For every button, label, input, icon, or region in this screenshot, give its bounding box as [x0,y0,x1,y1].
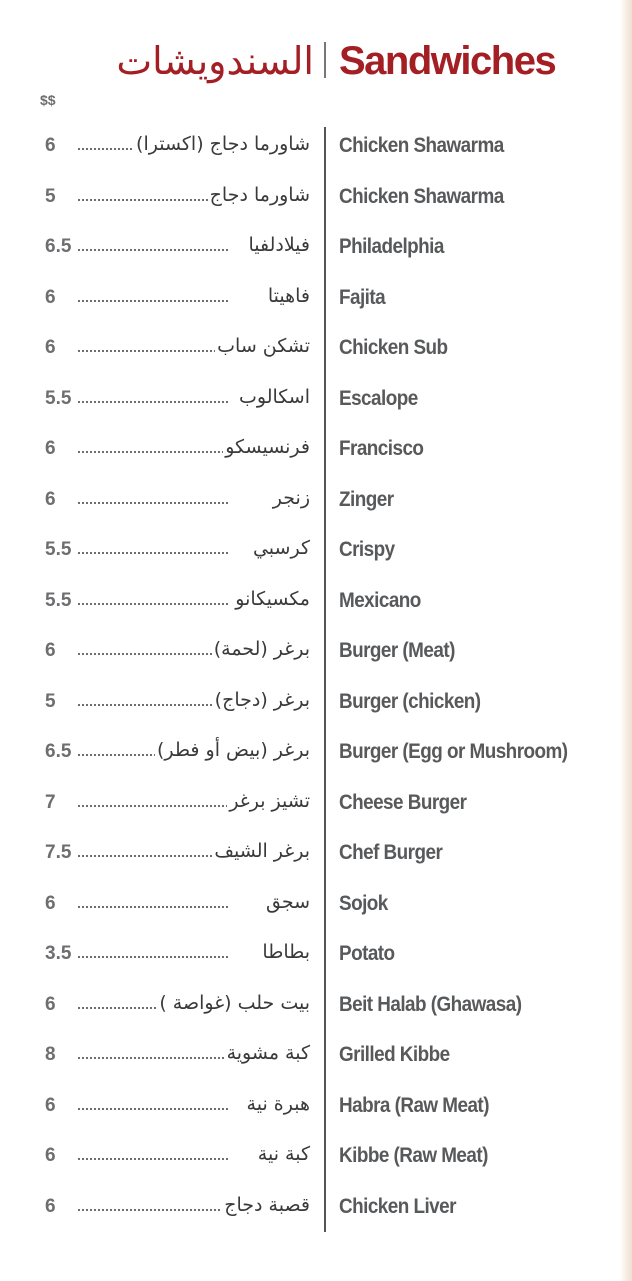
item-price: 5 [45,185,56,207]
menu-item [0,377,632,428]
item-name-english: Francisco [339,437,424,460]
dot-leader [78,1057,228,1059]
item-price: 5.5 [45,589,72,611]
menu-item [0,326,632,377]
item-name-english: Chicken Sub [339,336,448,359]
item-name-arabic: فيلادلفيا [248,234,310,256]
item-price: 6.5 [45,741,72,762]
item-price: 5.5 [45,387,72,409]
item-name-arabic: كرسبي [252,537,310,559]
menu-item [0,983,632,1034]
item-price: 6 [45,1145,56,1166]
item-name-english: Chef Burger [339,841,443,864]
item-name-arabic: فرنسيسكو [225,436,310,458]
item-name-arabic: بيت حلب (غواصة ) [159,991,310,1014]
item-name-arabic: مكسيكانو [235,587,310,610]
menu-item [0,730,632,781]
menu-item [0,1134,632,1185]
dot-leader [78,1209,228,1211]
item-name-arabic: شاورما دجاج [209,183,310,206]
item-price: 6.5 [45,236,72,257]
menu-item [0,427,632,478]
item-name-english: Fajita [339,285,386,309]
item-name-english: Kibbe (Raw Meat) [339,1144,488,1167]
item-price: 6 [45,1094,56,1116]
item-name-arabic: كبة نية [257,1143,310,1165]
menu-item [0,882,632,933]
item-name-arabic: برغر (لحمة) [213,638,310,660]
menu-item [0,478,632,529]
item-name-english: Cheese Burger [339,790,467,814]
item-name-arabic: بطاطا [262,941,310,963]
item-price: 6 [45,438,56,459]
item-name-arabic: شاورما دجاج (اكسترا) [136,133,310,155]
item-name-english: Beit Halab (Ghawasa) [339,992,522,1016]
menu-item [0,1033,632,1084]
dot-leader [78,956,228,958]
dot-leader [78,855,228,857]
item-name-english: Chicken Shawarma [339,184,504,208]
menu-item [0,276,632,327]
item-name-arabic: اسكالوب [239,385,310,408]
dot-leader [78,249,228,251]
menu-item [0,831,632,882]
item-price: 6 [45,337,56,358]
menu-item [0,680,632,731]
item-name-arabic: سجق [265,890,310,913]
item-name-english: Potato [339,942,395,965]
menu-item [0,124,632,175]
item-price: 6 [45,1195,56,1217]
item-name-english: Philadelphia [339,235,444,258]
item-name-english: Chicken Shawarma [339,134,504,157]
item-price: 6 [45,640,56,661]
dot-leader [78,1158,228,1160]
dot-leader [78,704,228,706]
item-name-english: Mexicano [339,588,421,612]
item-name-english: Chicken Liver [339,1194,456,1218]
menu-item [0,1084,632,1135]
item-name-english: Sojok [339,891,388,915]
item-name-arabic: زنجر [272,486,310,509]
item-name-arabic: قصبة دجاج [224,1193,310,1216]
item-price: 6 [45,286,56,308]
dot-leader [78,805,228,807]
currency-label: $$ [40,92,56,108]
dot-leader [78,350,228,352]
menu-item [0,781,632,832]
item-price: 8 [45,1044,56,1065]
item-price: 6 [45,892,56,914]
item-name-english: Escalope [339,386,418,410]
dot-leader [78,502,228,504]
item-name-arabic: كبة مشوية [226,1042,310,1064]
dot-leader [78,401,228,403]
dot-leader [78,300,228,302]
menu-item [0,528,632,579]
item-name-english: Burger (chicken) [339,689,481,713]
item-name-arabic: تشيز برغر [229,789,310,812]
dot-leader [78,199,228,201]
title-english: Sandwiches [339,39,556,83]
menu-item [0,225,632,276]
item-name-english: Grilled Kibbe [339,1043,450,1066]
item-name-arabic: تشكن ساب [217,335,310,357]
item-price: 7.5 [45,842,72,863]
item-price: 5.5 [45,539,72,560]
menu-item [0,1185,632,1236]
menu-item [0,629,632,680]
title-arabic: السندويشات [116,39,314,83]
item-name-english: Crispy [339,538,395,561]
title-divider [324,42,326,78]
item-price: 6 [45,488,56,510]
item-price: 7 [45,791,56,813]
item-name-english: Burger (Egg or Mushroom) [339,740,568,763]
menu-item [0,932,632,983]
item-price: 3.5 [45,943,72,964]
menu-item [0,579,632,630]
item-name-arabic: برغر (دجاج) [214,688,310,711]
dot-leader [78,552,228,554]
dot-leader [78,1108,228,1110]
dot-leader [78,906,228,908]
item-price: 6 [45,135,56,156]
item-name-arabic: فاهيتا [267,284,310,307]
item-name-english: Habra (Raw Meat) [339,1093,489,1117]
menu-item [0,175,632,226]
menu-header [0,36,632,86]
item-price: 6 [45,993,56,1015]
dot-leader [78,653,228,655]
item-name-arabic: هبرة نية [246,1092,310,1115]
item-name-english: Zinger [339,487,394,511]
item-name-english: Burger (Meat) [339,639,455,662]
dot-leader [78,603,228,605]
dot-leader [78,451,228,453]
menu-list [0,124,632,1235]
item-name-arabic: برغر (بيض أو فطر) [156,739,310,761]
item-price: 5 [45,690,56,712]
item-name-arabic: برغر الشيف [214,840,310,862]
